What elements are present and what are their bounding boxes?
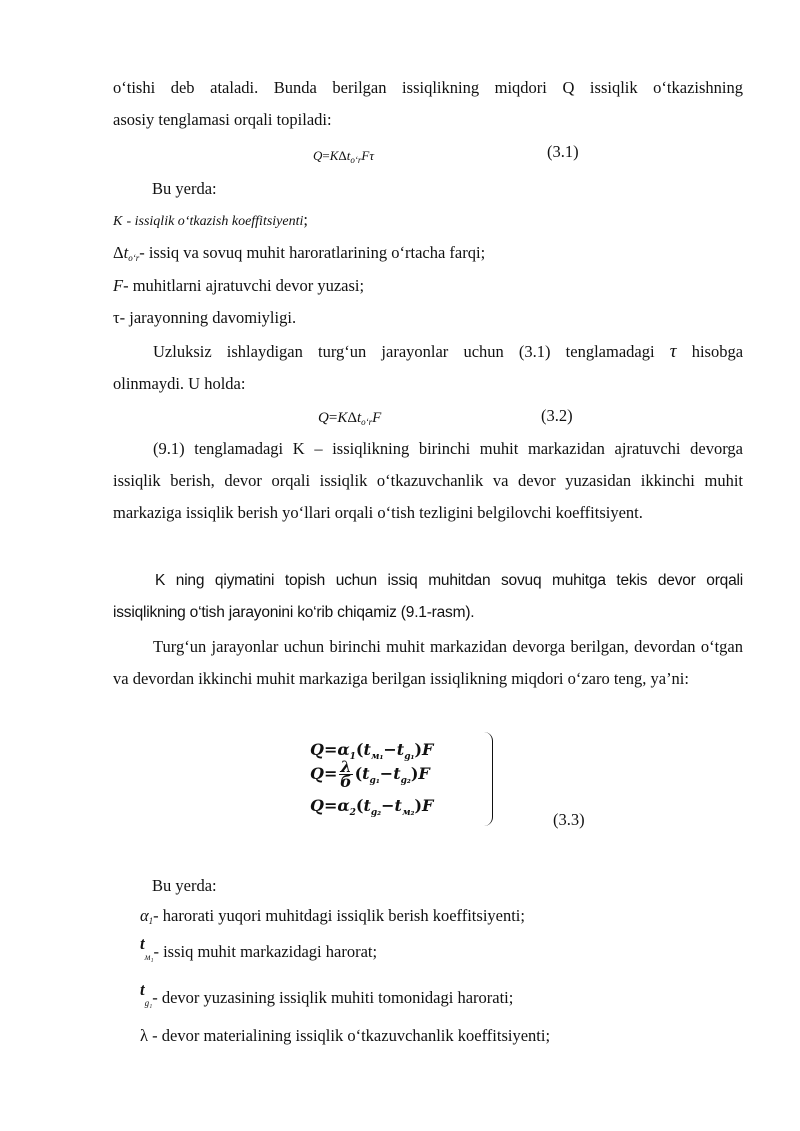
definition-tm1	[140, 936, 377, 973]
eq33-row1-alpha-subscript: 1	[349, 752, 356, 762]
definition-tg1-subscript: g₁	[144, 998, 153, 1008]
definition-t-symbol: t	[123, 243, 129, 262]
eq32-delta: Δ	[347, 410, 357, 426]
paragraph-2-text-a: Uzluksiz ishlaydigan turg‘un jarayonlar uchun (3.1) tenglamadagi	[153, 342, 655, 361]
equation-3-2-number: (3.2)	[541, 406, 573, 425]
eq33-row2-denominator: б	[340, 772, 352, 791]
eq32-rest: F	[372, 410, 382, 426]
eq33-row3-alpha: α	[337, 796, 350, 815]
eq32-subscript: o‘r	[361, 417, 373, 427]
eq32-equals: =	[328, 410, 338, 426]
eq33-row2-close-paren: )	[410, 764, 419, 783]
eq33-row2-t2-subscript: g₂	[400, 776, 411, 786]
definition-tm1-text: - issiq muhit markazidagi harorat;	[153, 942, 378, 961]
definition-lambda-symbol: λ	[140, 1026, 149, 1045]
definition-f-text: - muhitlarni ajratuvchi devor yuzasi;	[123, 276, 365, 295]
eq33-row1-minus: −	[383, 740, 397, 759]
eq31-lhs: Q	[313, 148, 323, 163]
paragraph-1-line-2: asosiy tenglamasi orqali topiladi:	[113, 110, 332, 129]
definition-tg1	[140, 982, 513, 1019]
definition-f-symbol: F	[113, 276, 124, 295]
paragraph-5: Turg‘un jarayonlar uchun birinchi muhit markazidan devorga berilgan, devordan o‘tgan va devordan ikkinchi muhit markaziga berilgan issiqlikning miqdori o‘zaro teng, ya’ni:	[113, 637, 743, 688]
eq33-row3-open-paren: (	[355, 796, 364, 815]
eq33-row3-close-paren: )	[414, 796, 423, 815]
paragraph-2-line-1	[113, 336, 743, 368]
eq33-row3-t2-subscript: м₂	[401, 808, 415, 818]
eq33-row3-t2: t	[394, 796, 402, 815]
paragraph-3: (9.1) tenglamadagi K – issiqlikning birinchi muhit markazidan ajratuvchi devorga issiqlik berish, devor orqali issiqlik o‘tkazuvchanlik va devor yuzasidan ikkinchi muhit markaziga issiqlik berish yo‘llari orqali o‘tish tezligini belgilovchi koeffitsiyent.	[113, 439, 743, 522]
definition-f	[113, 270, 364, 302]
definition-tm1-symbol: t	[140, 934, 145, 953]
paragraph-2-tau: τ	[669, 341, 677, 362]
eq33-row2-open-paren: (	[354, 764, 363, 783]
eq33-row1-open-paren: (	[355, 740, 364, 759]
eq33-row2-equals: =	[323, 764, 338, 783]
definition-tau-text: - jarayonning davomiyligi.	[119, 308, 297, 327]
eq33-row1-lhs: Q	[310, 740, 324, 759]
eq33-row1-t1-subscript: м₁	[370, 752, 384, 762]
bu-yerda-label-2: Bu yerda:	[152, 876, 217, 895]
eq33-row-3	[310, 790, 433, 829]
definition-k-symbol: K	[113, 214, 123, 229]
definition-k	[113, 204, 308, 238]
eq33-row3-f: F	[422, 796, 434, 815]
paragraph-4: K ning qiymatini topish uchun issiq muhitdan sovuq muhitga tekis devor orqali issiqlikning o‘tish jarayonini ko‘rib chiqamiz (9.1-rasm).	[113, 572, 743, 621]
eq33-row2-t1: t	[362, 764, 370, 783]
definition-tau	[113, 302, 296, 334]
eq31-rest: Fτ	[361, 148, 374, 163]
eq31-subscript: o‘r	[350, 155, 362, 165]
eq33-row1-alpha: α	[337, 740, 350, 759]
eq33-row1-equals: =	[323, 740, 338, 759]
eq33-row3-lhs: Q	[310, 796, 324, 815]
paragraph-2	[113, 336, 743, 400]
equation-system-brace	[484, 732, 493, 826]
equation-system-3-3	[310, 730, 510, 830]
equation-3-1-number: (3.1)	[547, 142, 579, 161]
equation-3-1	[313, 140, 374, 176]
eq31-t: t	[346, 148, 351, 163]
eq33-row3-t1-subscript: g₂	[370, 808, 382, 818]
eq33-row2-lhs: Q	[310, 764, 324, 783]
equation-3-3-number: (3.3)	[553, 810, 585, 829]
eq33-row3-equals: =	[323, 796, 338, 815]
eq33-row1-close-paren: )	[414, 740, 423, 759]
eq33-row1-f: F	[422, 740, 434, 759]
definition-alpha1-text: - harorati yuqori muhitdagi issiqlik berish koeffitsiyenti;	[153, 906, 525, 925]
eq33-row3-minus: −	[381, 796, 395, 815]
eq33-row3-alpha-subscript: 2	[349, 808, 356, 818]
paragraph-1	[113, 72, 743, 136]
eq32-lhs: Q	[318, 410, 329, 426]
definition-tau-symbol: τ	[113, 308, 120, 327]
paragraph-1-line-1: o‘tishi deb ataladi. Bunda berilgan issiqlikning miqdori Q issiqlik o‘tkazishning	[113, 78, 743, 97]
eq33-row1-t2: t	[396, 740, 405, 759]
definition-alpha1-subscript: 1	[148, 916, 154, 926]
eq33-row2-t1-subscript: g₁	[369, 776, 380, 786]
definition-delta-t	[113, 237, 485, 274]
eq33-row1-t1: t	[363, 740, 371, 759]
eq33-row2-t2: t	[393, 764, 401, 783]
definition-delta-t-text: - issiq va sovuq muhit haroratlarining o‘rtacha farqi;	[139, 243, 486, 262]
definition-lambda-text: - devor materialining issiqlik o‘tkazuvchanlik koeffitsiyenti;	[152, 1026, 551, 1045]
eq33-row2-numerator: λ	[340, 757, 352, 776]
definition-alpha1	[140, 900, 525, 937]
definition-tm1-subscript: м₁	[144, 952, 154, 962]
definition-delta-t-subscript: o‘r	[128, 253, 140, 263]
eq32-t: t	[356, 410, 362, 426]
eq33-row3-t1: t	[363, 796, 371, 815]
paragraph-2-line-2: olinmaydi. U holda:	[113, 374, 246, 393]
eq31-equals: =	[322, 148, 330, 163]
definition-delta-symbol: Δ	[113, 243, 124, 262]
definition-alpha1-symbol: α	[140, 906, 149, 925]
eq33-row2-f: F	[418, 764, 430, 783]
eq31-k: K	[329, 148, 339, 163]
eq31-delta: Δ	[338, 148, 347, 163]
bu-yerda-label-1: Bu yerda:	[152, 179, 217, 198]
definition-tg1-text: - devor yuzasining issiqlik muhiti tomonidagi harorati;	[152, 988, 514, 1007]
paragraph-2-text-b: hisobga	[691, 342, 744, 361]
definition-k-tail: ;	[303, 210, 308, 229]
eq33-row2-fraction	[339, 757, 352, 791]
definition-k-text: - issiqlik o‘tkazish koeffitsiyenti	[126, 214, 304, 229]
eq33-row2-minus: −	[379, 764, 394, 783]
definition-lambda	[140, 1020, 550, 1052]
eq33-row1-t2-subscript: g₁	[404, 752, 415, 762]
eq32-k: K	[337, 410, 348, 426]
definition-tg1-symbol: t	[140, 980, 145, 999]
